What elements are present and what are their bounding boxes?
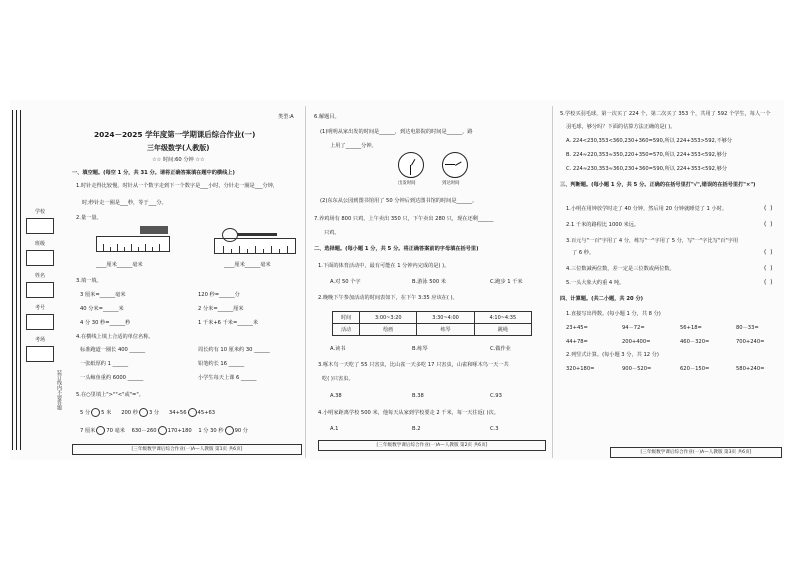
choice-q4-opt[interactable]: C.3 (490, 426, 499, 432)
calc-item: 94－72= (622, 325, 645, 331)
q7-text-cont: 只鸡。 (324, 230, 340, 236)
field-name[interactable] (26, 273, 54, 298)
ruler-right-answer: ____厘米______毫米 (224, 262, 271, 268)
table-cell: 3:00~3:20 (360, 312, 417, 324)
paper-type: 类型:A (278, 114, 294, 120)
compare-right: 170+180 (167, 428, 192, 434)
clock-icon (398, 152, 424, 178)
q3-item: 4 分 30 秒=______秒 (80, 320, 131, 326)
q2-text: 2.量一量。 (76, 215, 102, 221)
field-school[interactable] (26, 209, 54, 234)
calc-item: 700+240= (736, 339, 765, 345)
calc-vertical-item: 620－150= (680, 366, 710, 372)
field-class-label: 班级 (34, 241, 45, 247)
table-cell: 3:30~4:00 (417, 312, 474, 324)
exam-title: 2024－2025 学年度第一学期课后综合作业(一) (94, 130, 256, 139)
q6-2-text: (2)东东从公园到图书馆用了 50 分钟后到达图书馆的时间是______。 (320, 198, 478, 204)
calc-item: 56+18= (680, 325, 702, 331)
compare-left: 630－260 (131, 428, 157, 434)
calc-item: 23+45= (566, 325, 588, 331)
field-exam-no-label: 考号 (34, 305, 45, 311)
q4-item: 一张纸厚约 1 ______ (80, 361, 129, 367)
section-fill-title: 一、填空题。(每空 1 分，共 31 分。请将正确答案填在题中的横线上) (72, 170, 235, 176)
key-shaft-icon (237, 233, 277, 236)
compare-right: 45+63 (197, 410, 216, 416)
q6-text: 6.解题目。 (314, 114, 340, 120)
compare-circle[interactable] (188, 408, 197, 417)
compare-right: 5 米 (101, 410, 112, 416)
column-divider (552, 106, 553, 458)
unit-label: 厘米 (234, 262, 245, 268)
q4-item: 一头鲸鱼重约 6000 ______ (80, 375, 144, 381)
q3-item: 2 分米=______厘米 (198, 306, 244, 312)
field-class[interactable] (26, 241, 54, 266)
judge-item: 1.小明在用钟放学时走了 40 分钟，然后用 20 分钟就睡觉了 1 小时。 (566, 206, 728, 212)
table-cell: 绘画 (360, 324, 417, 336)
compare-left: 200 秒 (121, 410, 138, 416)
choice-q5: 5.学校买羽毛球，第一次买了 224 个，第二次买了 353 个，共用了 592 个学生，每人一个 (560, 111, 771, 117)
compare-circle[interactable] (96, 426, 105, 435)
q4-item: 周长约有 10 厘米约 30 ______ (198, 347, 270, 353)
choice-q5-opt[interactable]: A. 224<230,353<360,230+360=590,所以 224+353>592,不够分 (566, 138, 733, 144)
q1-text: 1.时针走得比较慢，时针从一个数字走到下一个数字是___小时，分针走一圈是___分钟， (76, 183, 279, 189)
calc-item: 460－320= (680, 339, 710, 345)
calc-vertical-item: 900－520= (622, 366, 652, 372)
answer-paren[interactable]: ( ) (764, 205, 773, 212)
exam-subtitle: 三年级数学(人教版) (147, 144, 210, 152)
clock-icon (442, 152, 468, 178)
binding-strip (8, 110, 66, 450)
compare-left: 34+56 (168, 410, 187, 416)
pencil-icon (140, 226, 168, 234)
section-judge-title: 三、判断题。(每小题 1 分，共 5 分。正确的在括号里打"√",错误的在括号里打"×") (560, 182, 756, 188)
choice-q3-cont: 吃( )只害虫。 (322, 376, 354, 382)
judge-item: 4.三位数减两位数，差一定是三位数或两位数。 (566, 266, 675, 272)
q3-item: 120 秒=______分 (198, 292, 240, 298)
choice-q4-opt[interactable]: A.1 (330, 426, 339, 432)
q3-item: 1 千米+6 千米=______米 (198, 320, 259, 326)
q4-text: 4.在横线上填上合适的单位名称。 (76, 334, 154, 340)
choice-q3-opt[interactable]: A.38 (330, 393, 342, 399)
judge-item: 2.1 千米的路程比 1000 米远。 (566, 222, 640, 228)
clock-caption: 出发时间 (398, 181, 416, 186)
compare-circle[interactable] (158, 426, 167, 435)
q3-item: 3 厘米=______毫米 (80, 292, 126, 298)
choice-q2-opt[interactable]: C.做作业 (490, 346, 511, 352)
choice-q1: 1.下面的体育活动中，最有可能在 1 分钟内完成的是( )。 (318, 263, 450, 269)
compare-left: 1 分 30 秒 (198, 428, 224, 434)
choice-q4: 4.小明家距离学校 500 米，他每天从家到学校要走 2 千米，每一天往返( )次。 (318, 410, 499, 416)
calc-vertical-item: 320+180= (566, 366, 595, 372)
q4-item: 标准跑道一圈长 400 ______ (80, 347, 146, 353)
calc-item: 80－33= (736, 325, 759, 331)
page-footer: [三年级数学课后综合作业(一)A—人教版 第2页 共6页] (318, 440, 546, 451)
answer-paren[interactable]: ( ) (764, 249, 773, 256)
judge-item: 3.百元与"一百"字用了 4 分，练写"一"字用了 5 分，写"一"字比写"百"字用 (566, 238, 739, 244)
choice-q2-opt[interactable]: A.读书 (330, 346, 346, 352)
choice-q4-opt[interactable]: B.2 (412, 426, 421, 432)
ruler-left (96, 236, 170, 252)
choice-q2: 2.晚晚下午参加活动的时间表如下，在下午 3:35 应该在( )。 (318, 295, 458, 301)
choice-q5-opt[interactable]: B. 224≈220,353≈350,220+350=570,所以 224+353<592,够分 (566, 152, 727, 158)
calc-item: 200+400= (622, 339, 651, 345)
section-choice-title: 二、选择题。(每小题 1 分，共 5 分。将正确答案前的字母填在括号里) (314, 246, 479, 252)
calc-vertical-item: 580+240= (736, 366, 765, 372)
answer-paren[interactable]: ( ) (764, 279, 773, 286)
choice-q3-opt[interactable]: B.38 (412, 393, 424, 399)
q3-item: 40 分米=______米 (80, 306, 124, 312)
compare-left: 5 分 (80, 410, 91, 416)
q1-text-cont: 时;秒针走一圈是___秒，等于___分。 (82, 200, 167, 206)
q6-1-text: (1)明明从家出发的时间是______，到达电影院的时间是______，路 (320, 129, 473, 135)
key-icon (222, 228, 238, 242)
field-room[interactable] (26, 337, 54, 362)
ruler-left-answer: ____厘米______毫米 (96, 262, 143, 268)
choice-q3-opt[interactable]: C.93 (490, 393, 502, 399)
judge-item: 5.一头大象大约重 4 吨。 (566, 280, 625, 286)
q3-text: 3.填一填。 (76, 278, 102, 284)
choice-q5-opt[interactable]: C. 224≈230,353≈360,230+360=590,所以 224+353<592,够分 (566, 166, 728, 172)
q5-text: 5.在○里填上">""<"或"="。 (76, 392, 144, 398)
choice-q2-opt[interactable]: B.练琴 (412, 346, 428, 352)
choice-q3: 3.啄木鸟一天吃了 55 只害虫，比山雀一天多吃 17 只害虫，山雀和啄木鸟一天一共 (318, 362, 509, 368)
binding-note: 装订线内不要答题 (56, 370, 62, 410)
q6-1-text-cont: 上用了______分钟。 (330, 143, 377, 149)
section-calc-title: 四、计算题。(共二小题，共 20 分) (560, 296, 644, 302)
unit-label: 毫米 (132, 262, 143, 268)
table-cell: 4:10~4:35 (474, 312, 531, 324)
clock-caption: 到达时间 (442, 181, 460, 186)
compare-right: 3 分 (148, 410, 160, 416)
calc-q2: 2.列竖式计算。(每小题 3 分，共 12 分) (566, 352, 659, 358)
choice-q1-opt[interactable]: C.跑步 1 千米 (490, 279, 523, 285)
compare-circle[interactable] (139, 408, 148, 417)
compare-circle[interactable] (91, 408, 100, 417)
schedule-table (332, 311, 532, 336)
q5-row2 (80, 426, 248, 435)
calc-item: 44+78= (566, 339, 588, 345)
answer-paren[interactable]: ( ) (764, 221, 773, 228)
field-school-label: 学校 (34, 209, 45, 215)
table-cell: 跳绳 (474, 324, 531, 336)
choice-q5-cont: 羽毛球，够分吗？下面的估算方法正确的是( )。 (566, 124, 676, 130)
calc-q1: 1.直接写出得数。(每小题 1 分，共 8 分) (566, 311, 661, 317)
field-room-label: 考场 (34, 337, 45, 343)
table-cell: 活动 (333, 324, 360, 336)
table-cell: 时间 (333, 312, 360, 324)
judge-item: 了 6 秒。 (572, 250, 595, 256)
compare-right: 90 分 (234, 428, 248, 434)
column-divider (305, 106, 306, 458)
q7-text: 7.养鸡场有 800 只鸡，上午卖出 350 只，下午卖出 280 只，现在还剩______ (314, 216, 494, 222)
choice-q1-opt[interactable]: B.游泳 500 米 (412, 279, 446, 285)
answer-paren[interactable]: ( ) (764, 265, 773, 272)
q4-item: 铅笔约长 16 ______ (198, 361, 245, 367)
choice-q1-opt[interactable]: A.对 50 个字 (330, 279, 361, 285)
compare-circle[interactable] (225, 426, 234, 435)
unit-label: 厘米 (106, 262, 117, 268)
q5-row1 (80, 408, 215, 417)
exam-time: ☆☆ 时间:60 分钟 ☆☆ (152, 157, 205, 163)
q4-item: 小学生每天上课 6 ______ (198, 375, 257, 381)
page-footer: [三年级数学课后综合作业(一)A—人教版 第1页 共6页] (72, 444, 302, 455)
table-cell: 练琴 (417, 324, 474, 336)
field-exam-no[interactable] (26, 305, 54, 330)
compare-left: 7 厘米 (80, 428, 96, 434)
compare-right: 70 毫米 (106, 428, 125, 434)
field-name-label: 姓名 (34, 273, 45, 279)
unit-label: 毫米 (260, 262, 271, 268)
page-footer: [三年级数学课后综合作业(一)A—人教版 第3页 共6页] (610, 447, 782, 458)
